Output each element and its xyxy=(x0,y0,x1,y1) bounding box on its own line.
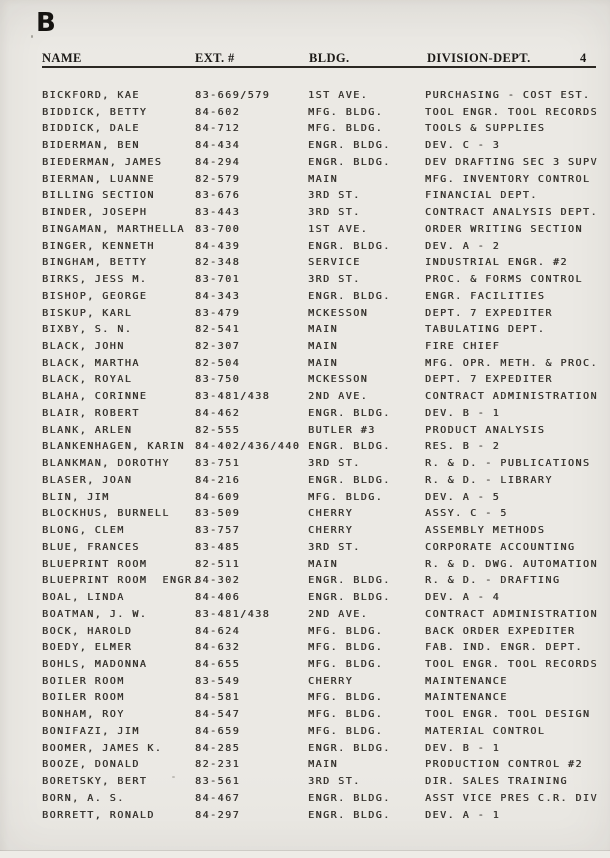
ext-cell: 84-655 xyxy=(195,658,241,670)
ext-cell: 84-406 xyxy=(195,592,241,604)
table-row xyxy=(0,557,610,574)
dept-cell: FAB. IND. ENGR. DEPT. xyxy=(425,642,583,654)
bldg-cell: ENGR. BLDG. xyxy=(308,742,391,754)
name-cell: BONHAM, ROY xyxy=(42,709,125,721)
table-row xyxy=(0,573,610,590)
bldg-cell: CHERRY xyxy=(308,675,354,687)
name-cell: BIEDERMAN, JAMES xyxy=(42,156,163,168)
table-row xyxy=(0,88,610,105)
bldg-cell: MAIN xyxy=(308,357,339,369)
table-row xyxy=(0,372,610,389)
ext-cell: 84-547 xyxy=(195,709,241,721)
name-cell: BLANKENHAGEN, KARIN xyxy=(42,441,185,453)
table-row xyxy=(0,423,610,440)
bldg-cell: MAIN xyxy=(308,558,339,570)
name-cell: BLAIR, ROBERT xyxy=(42,407,140,419)
name-cell: BOHLS, MADONNA xyxy=(42,658,148,670)
bldg-cell: ENGR. BLDG. xyxy=(308,575,391,587)
table-row xyxy=(0,657,610,674)
bldg-cell: ENGR. BLDG. xyxy=(308,592,391,604)
dept-cell: TOOL ENGR. TOOL DESIGN xyxy=(425,709,591,721)
dept-cell: ASSEMBLY METHODS xyxy=(425,525,546,537)
ext-cell: 83-443 xyxy=(195,207,241,219)
dept-cell: R. & D. DWG. AUTOMATION xyxy=(425,558,598,570)
table-row xyxy=(0,356,610,373)
bldg-cell: BUTLER #3 xyxy=(308,424,376,436)
dept-cell: PURCHASING - COST EST. xyxy=(425,90,591,101)
table-row xyxy=(0,540,610,557)
name-cell: BLANK, ARLEN xyxy=(42,424,133,436)
bldg-cell: 3RD ST. xyxy=(308,207,361,219)
ext-cell: 83-701 xyxy=(195,274,241,286)
bldg-cell: 3RD ST. xyxy=(308,274,361,286)
header-underline xyxy=(42,66,596,68)
name-cell: BONIFAZI, JIM xyxy=(42,725,140,737)
dept-cell: MAINTENANCE xyxy=(425,692,508,704)
bldg-cell: MFG. BLDG. xyxy=(308,106,384,118)
table-row xyxy=(0,255,610,272)
dept-cell: BACK ORDER EXPEDITER xyxy=(425,625,576,637)
scan-artifact xyxy=(172,776,175,778)
bldg-cell: 3RD ST. xyxy=(308,190,361,202)
bldg-cell: ENGR. BLDG. xyxy=(308,240,391,252)
table-row xyxy=(0,172,610,189)
dept-cell: DEV. A - 2 xyxy=(425,240,501,252)
ext-cell: 84-467 xyxy=(195,792,241,804)
table-row xyxy=(0,791,610,808)
table-row xyxy=(0,456,610,473)
directory-rows xyxy=(0,88,610,824)
ext-cell: 84-462 xyxy=(195,407,241,419)
table-row xyxy=(0,222,610,239)
ext-cell: 83-485 xyxy=(195,541,241,553)
bldg-cell: MFG. BLDG. xyxy=(308,625,384,637)
name-cell: BIDDICK, BETTY xyxy=(42,106,148,118)
table-row xyxy=(0,205,610,222)
bldg-cell: 1ST AVE. xyxy=(308,90,369,101)
name-cell: BORN, A. S. xyxy=(42,792,125,804)
table-row xyxy=(0,406,610,423)
bldg-cell: 1ST AVE. xyxy=(308,223,369,235)
bldg-cell: MAIN xyxy=(308,341,339,353)
table-row xyxy=(0,757,610,774)
table-row xyxy=(0,322,610,339)
table-row xyxy=(0,389,610,406)
name-cell: BINGHAM, BETTY xyxy=(42,257,148,269)
name-cell: BIDERMAN, BEN xyxy=(42,140,140,152)
ext-cell: 82-555 xyxy=(195,424,241,436)
bldg-cell: MFG. BLDG. xyxy=(308,642,384,654)
bldg-cell: 3RD ST. xyxy=(308,776,361,788)
bldg-cell: MAIN xyxy=(308,759,339,771)
ext-cell: 84-609 xyxy=(195,491,241,503)
dept-cell: ASSY. C - 5 xyxy=(425,508,508,520)
dept-cell: DIR. SALES TRAINING xyxy=(425,776,568,788)
table-row xyxy=(0,121,610,138)
table-row xyxy=(0,473,610,490)
name-cell: BLUEPRINT ROOM ENGR. xyxy=(42,575,200,587)
ext-cell: 83-700 xyxy=(195,223,241,235)
bldg-cell: CHERRY xyxy=(308,525,354,537)
dept-cell: R. & D. - LIBRARY xyxy=(425,474,553,486)
bldg-cell: 2ND AVE. xyxy=(308,391,369,403)
ext-cell: 84-402/436/440 xyxy=(195,441,301,453)
ext-cell: 82-307 xyxy=(195,341,241,353)
table-row xyxy=(0,808,610,825)
dept-cell: CONTRACT ANALYSIS DEPT. xyxy=(425,207,598,219)
ext-cell: 84-712 xyxy=(195,123,241,135)
ext-cell: 83-481/438 xyxy=(195,608,271,620)
dept-cell: ASST VICE PRES C.R. DIV xyxy=(425,792,598,804)
dept-cell: INDUSTRIAL ENGR. #2 xyxy=(425,257,568,269)
table-row xyxy=(0,774,610,791)
dept-cell: CONTRACT ADMINISTRATION xyxy=(425,391,598,403)
dept-cell: PRODUCTION CONTROL #2 xyxy=(425,759,583,771)
name-cell: BLOCKHUS, BURNELL xyxy=(42,508,170,520)
bldg-cell: MCKESSON xyxy=(308,374,369,386)
bldg-cell: 3RD ST. xyxy=(308,541,361,553)
name-cell: BOCK, HAROLD xyxy=(42,625,133,637)
table-row xyxy=(0,239,610,256)
name-cell: BLUE, FRANCES xyxy=(42,541,140,553)
bldg-cell: ENGR. BLDG. xyxy=(308,290,391,302)
bldg-cell: SERVICE xyxy=(308,257,361,269)
dept-cell: FIRE CHIEF xyxy=(425,341,501,353)
dept-cell: RES. B - 2 xyxy=(425,441,501,453)
dept-cell: R. & D. - PUBLICATIONS xyxy=(425,458,591,470)
table-row xyxy=(0,707,610,724)
table-row xyxy=(0,741,610,758)
dept-cell: MFG. INVENTORY CONTROL xyxy=(425,173,591,185)
bldg-cell: MFG. BLDG. xyxy=(308,123,384,135)
name-cell: BLACK, ROYAL xyxy=(42,374,133,386)
name-cell: BLACK, MARTHA xyxy=(42,357,140,369)
bldg-cell: MFG. BLDG. xyxy=(308,692,384,704)
name-cell: BLACK, JOHN xyxy=(42,341,125,353)
name-cell: BOAL, LINDA xyxy=(42,592,125,604)
section-letter: B xyxy=(36,8,56,38)
ext-cell: 82-511 xyxy=(195,558,241,570)
ext-cell: 84-632 xyxy=(195,642,241,654)
dept-cell: TOOLS & SUPPLIES xyxy=(425,123,546,135)
table-row xyxy=(0,590,610,607)
dept-cell: MATERIAL CONTROL xyxy=(425,725,546,737)
table-row xyxy=(0,523,610,540)
table-row xyxy=(0,624,610,641)
dept-cell: DEV. C - 3 xyxy=(425,140,501,152)
table-row xyxy=(0,155,610,172)
ext-cell: 84-297 xyxy=(195,809,241,821)
bldg-cell: ENGR. BLDG. xyxy=(308,809,391,821)
ext-cell: 84-439 xyxy=(195,240,241,252)
dept-cell: ORDER WRITING SECTION xyxy=(425,223,583,235)
dept-cell: DEV. A - 5 xyxy=(425,491,501,503)
dept-cell: MFG. OPR. METH. & PROC. xyxy=(425,357,598,369)
table-row xyxy=(0,490,610,507)
table-row xyxy=(0,339,610,356)
table-row xyxy=(0,506,610,523)
ext-cell: 84-659 xyxy=(195,725,241,737)
name-cell: BILLING SECTION xyxy=(42,190,155,202)
name-cell: BORETSKY, BERT xyxy=(42,776,148,788)
table-row xyxy=(0,439,610,456)
table-row xyxy=(0,674,610,691)
name-cell: BOILER ROOM xyxy=(42,675,125,687)
page-number: 4 xyxy=(580,51,587,65)
dept-cell: DEV. B - 1 xyxy=(425,407,501,419)
name-cell: BIERMAN, LUANNE xyxy=(42,173,155,185)
bldg-cell: MCKESSON xyxy=(308,307,369,319)
bldg-cell: ENGR. BLDG. xyxy=(308,140,391,152)
name-cell: BIRKS, JESS M. xyxy=(42,274,148,286)
name-cell: BORRETT, RONALD xyxy=(42,809,155,821)
name-cell: BLIN, JIM xyxy=(42,491,110,503)
table-row xyxy=(0,138,610,155)
bldg-cell: ENGR. BLDG. xyxy=(308,156,391,168)
ext-cell: 84-434 xyxy=(195,140,241,152)
scan-artifact xyxy=(31,35,33,38)
ext-cell: 84-343 xyxy=(195,290,241,302)
ext-cell: 83-549 xyxy=(195,675,241,687)
column-header-name: NAME xyxy=(42,51,82,65)
dept-cell: DEV. B - 1 xyxy=(425,742,501,754)
dept-cell: TABULATING DEPT. xyxy=(425,324,546,336)
table-row xyxy=(0,690,610,707)
ext-cell: 83-479 xyxy=(195,307,241,319)
bldg-cell: 2ND AVE. xyxy=(308,608,369,620)
dept-cell: DEPT. 7 EXPEDITER xyxy=(425,307,553,319)
bldg-cell: MFG. BLDG. xyxy=(308,725,384,737)
dept-cell: DEV. A - 4 xyxy=(425,592,501,604)
name-cell: BISKUP, KARL xyxy=(42,307,133,319)
ext-cell: 84-602 xyxy=(195,106,241,118)
bldg-cell: MFG. BLDG. xyxy=(308,709,384,721)
page-bottom-band xyxy=(0,851,610,858)
table-row xyxy=(0,289,610,306)
column-header-bldg: BLDG. xyxy=(309,51,350,65)
bldg-cell: ENGR. BLDG. xyxy=(308,407,391,419)
dept-cell: ENGR. FACILITIES xyxy=(425,290,546,302)
table-row xyxy=(0,105,610,122)
table-row xyxy=(0,188,610,205)
name-cell: BLONG, CLEM xyxy=(42,525,125,537)
ext-cell: 84-216 xyxy=(195,474,241,486)
bldg-cell: MAIN xyxy=(308,324,339,336)
dept-cell: TOOL ENGR. TOOL RECORDS xyxy=(425,106,598,118)
ext-cell: 82-579 xyxy=(195,173,241,185)
ext-cell: 83-676 xyxy=(195,190,241,202)
dept-cell: MAINTENANCE xyxy=(425,675,508,687)
bldg-cell: CHERRY xyxy=(308,508,354,520)
ext-cell: 82-231 xyxy=(195,759,241,771)
ext-cell: 84-294 xyxy=(195,156,241,168)
ext-cell: 83-751 xyxy=(195,458,241,470)
ext-cell: 83-669/579 xyxy=(195,90,271,101)
name-cell: BOILER ROOM xyxy=(42,692,125,704)
dept-cell: CONTRACT ADMINISTRATION xyxy=(425,608,598,620)
ext-cell: 83-481/438 xyxy=(195,391,271,403)
bldg-cell: MFG. BLDG. xyxy=(308,658,384,670)
dept-cell: PROC. & FORMS CONTROL xyxy=(425,274,583,286)
dept-cell: CORPORATE ACCOUNTING xyxy=(425,541,576,553)
ext-cell: 83-561 xyxy=(195,776,241,788)
ext-cell: 84-285 xyxy=(195,742,241,754)
name-cell: BIXBY, S. N. xyxy=(42,324,133,336)
name-cell: BIDDICK, DALE xyxy=(42,123,140,135)
bldg-cell: ENGR. BLDG. xyxy=(308,792,391,804)
bldg-cell: MFG. BLDG. xyxy=(308,491,384,503)
ext-cell: 84-581 xyxy=(195,692,241,704)
bldg-cell: ENGR. BLDG. xyxy=(308,474,391,486)
ext-cell: 84-302 xyxy=(195,575,241,587)
dept-cell: DEV. A - 1 xyxy=(425,809,501,821)
ext-cell: 82-348 xyxy=(195,257,241,269)
name-cell: BOATMAN, J. W. xyxy=(42,608,148,620)
column-header-division-dept: DIVISION-DEPT. xyxy=(427,51,531,65)
dept-cell: PRODUCT ANALYSIS xyxy=(425,424,546,436)
name-cell: BLANKMAN, DOROTHY xyxy=(42,458,170,470)
name-cell: BLAHA, CORINNE xyxy=(42,391,148,403)
name-cell: BINDER, JOSEPH xyxy=(42,207,148,219)
ext-cell: 83-757 xyxy=(195,525,241,537)
name-cell: BINGAMAN, MARTHELLA xyxy=(42,223,185,235)
ext-cell: 82-504 xyxy=(195,357,241,369)
table-row xyxy=(0,306,610,323)
table-row xyxy=(0,724,610,741)
dept-cell: TOOL ENGR. TOOL RECORDS xyxy=(425,658,598,670)
name-cell: BOOMER, JAMES K. xyxy=(42,742,163,754)
name-cell: BLUEPRINT ROOM xyxy=(42,558,148,570)
table-row xyxy=(0,607,610,624)
bldg-cell: 3RD ST. xyxy=(308,458,361,470)
dept-cell: FINANCIAL DEPT. xyxy=(425,190,538,202)
name-cell: BISHOP, GEORGE xyxy=(42,290,148,302)
name-cell: BOOZE, DONALD xyxy=(42,759,140,771)
ext-cell: 83-509 xyxy=(195,508,241,520)
table-row xyxy=(0,640,610,657)
dept-cell: R. & D. - DRAFTING xyxy=(425,575,561,587)
name-cell: BINGER, KENNETH xyxy=(42,240,155,252)
column-header-ext: EXT. # xyxy=(195,51,235,65)
name-cell: BLASER, JOAN xyxy=(42,474,133,486)
bldg-cell: MAIN xyxy=(308,173,339,185)
dept-cell: DEPT. 7 EXPEDITER xyxy=(425,374,553,386)
ext-cell: 84-624 xyxy=(195,625,241,637)
dept-cell: DEV DRAFTING SEC 3 SUPV xyxy=(425,156,598,168)
name-cell: BICKFORD, KAE xyxy=(42,90,140,101)
table-row xyxy=(0,272,610,289)
name-cell: BOEDY, ELMER xyxy=(42,642,133,654)
ext-cell: 83-750 xyxy=(195,374,241,386)
ext-cell: 82-541 xyxy=(195,324,241,336)
bldg-cell: ENGR. BLDG. xyxy=(308,441,391,453)
